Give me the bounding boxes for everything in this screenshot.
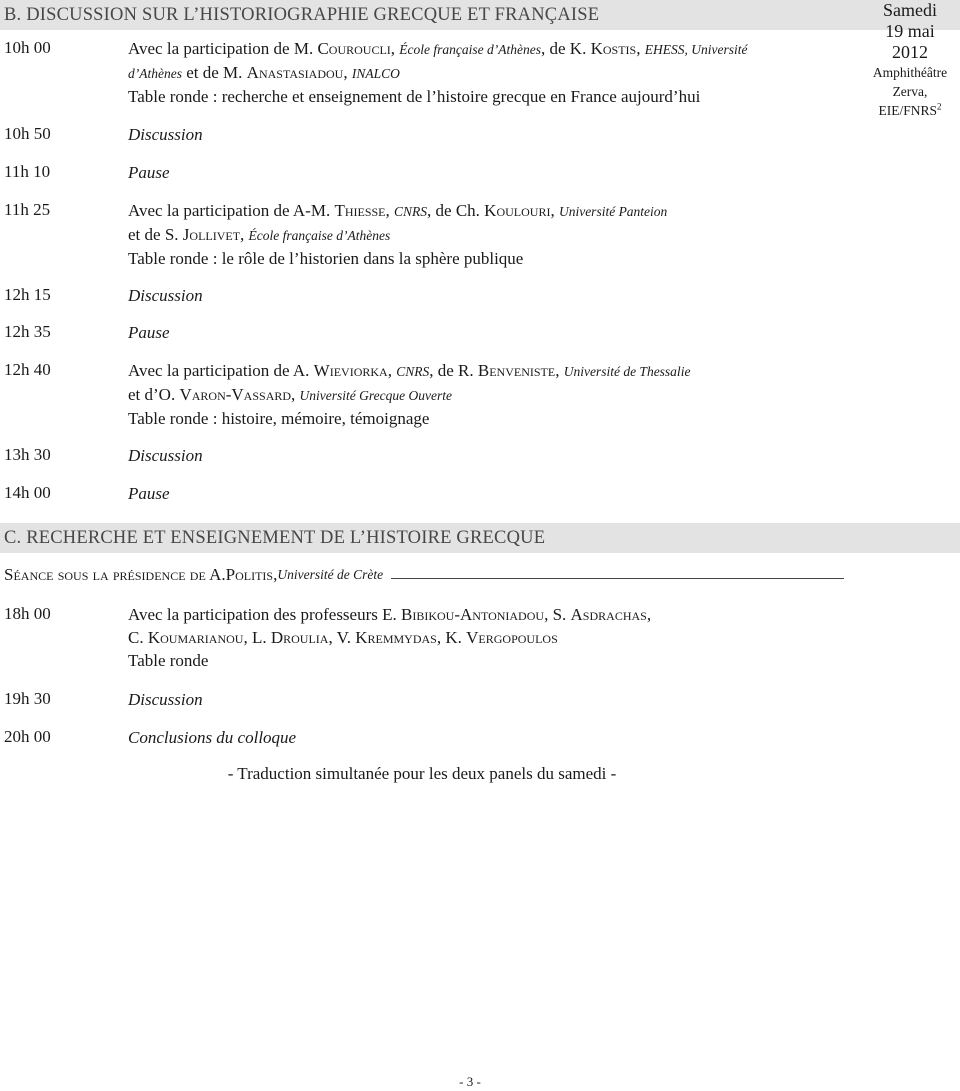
- affiliation: École française d’Athènes: [399, 42, 542, 57]
- chair-name: Politis: [225, 565, 274, 584]
- time-11h25: 11h 25: [4, 200, 51, 219]
- time-12h40: 12h 40: [4, 360, 51, 379]
- time-20h00: 20h 00: [4, 727, 51, 746]
- speaker-name: Koulouri: [484, 201, 551, 220]
- speaker-name: Wieviorka: [313, 361, 388, 380]
- text-span: et de M.: [181, 63, 247, 82]
- text-span: Avec la participation de A.: [128, 361, 314, 380]
- text-span: , V.: [328, 628, 356, 647]
- text-span: Avec la participation de M.: [128, 39, 318, 58]
- affiliation: Université de Thessalie: [563, 364, 691, 379]
- affiliation: INALCO: [351, 66, 400, 81]
- speaker-name: Anastasiadou: [246, 63, 344, 82]
- text-span: , L.: [243, 628, 271, 647]
- day-label: Samedi: [883, 0, 937, 20]
- affiliation: Université Panteion: [558, 204, 668, 219]
- affiliation: d’Athènes: [128, 66, 182, 81]
- text-span: , de Ch.: [427, 201, 485, 220]
- text-span: ,: [636, 39, 645, 58]
- text-span: , S.: [544, 605, 571, 624]
- speaker-name: Koumarianou: [147, 628, 244, 647]
- speaker-name: Droulia: [270, 628, 329, 647]
- text-span: Avec la participation des professeurs E.: [128, 605, 402, 624]
- chair-rule: [391, 578, 844, 579]
- affiliation: CNRS: [396, 364, 430, 379]
- time-19h30: 19h 30: [4, 689, 51, 708]
- participants-line-2: [128, 223, 667, 247]
- date-venue-box: [862, 0, 958, 120]
- text-span: et de S.: [128, 225, 183, 244]
- discussion-label: Discussion: [128, 125, 203, 144]
- speaker-name: Kremmydas: [355, 628, 437, 647]
- time-12h15: 12h 15: [4, 285, 51, 304]
- participants-line-2: [128, 61, 747, 85]
- session-title: Table ronde: [128, 651, 209, 670]
- affiliation: Université Grecque Ouverte: [299, 388, 452, 403]
- program-entry-3: [128, 359, 690, 430]
- page-number: - 3 -: [459, 1074, 481, 1089]
- text-span: , de K.: [541, 39, 591, 58]
- text-span: , de R.: [429, 361, 478, 380]
- translation-note: - Traduction simultanée pour les deux panels du samedi -: [227, 764, 617, 783]
- text-span: ,: [550, 201, 559, 220]
- text-span: Avec la participation de A-M.: [128, 201, 335, 220]
- time-13h30: 13h 30: [4, 445, 51, 464]
- affiliation: EHESS, Université: [644, 42, 748, 57]
- text-span: ,: [273, 565, 278, 584]
- pause-label: Pause: [128, 484, 170, 503]
- participants-line-1: [128, 359, 690, 383]
- text-span: ,: [240, 225, 249, 244]
- program-entry-1: [128, 37, 747, 108]
- pause-label: Pause: [128, 163, 170, 182]
- participants-line-1: [128, 199, 667, 223]
- venue-line-2: Zerva,: [892, 84, 928, 99]
- text-span: ,: [390, 39, 400, 58]
- speaker-name: Kostis: [590, 39, 637, 58]
- section-b-heading: [0, 0, 960, 30]
- time-10h50: 10h 50: [4, 124, 51, 143]
- program-entry-4: [128, 603, 651, 672]
- participants-line-2: [128, 383, 690, 407]
- time-11h10: 11h 10: [4, 162, 51, 181]
- discussion-label: Discussion: [128, 286, 203, 305]
- date-label: 19 mai: [885, 21, 935, 41]
- chair-affiliation: Université de Crète: [277, 567, 384, 582]
- section-c-title: C. RECHERCHE ET ENSEIGNEMENT DE L’HISTOIRE GRECQUE: [4, 528, 546, 548]
- conclusions-label: Conclusions du colloque: [128, 728, 297, 747]
- chair-prefix: Séance sous la présidence de A.: [4, 565, 226, 584]
- participants-line-1: [128, 37, 747, 61]
- speaker-name: Asdrachas: [570, 605, 647, 624]
- venue-line-1: Amphithéâtre: [872, 65, 948, 80]
- time-14h00: 14h 00: [4, 483, 51, 502]
- session-chair-line: [4, 564, 844, 586]
- session-title: Table ronde : le rôle de l’historien dans la sphère publique: [128, 249, 524, 268]
- speaker-name: Couroucli: [317, 39, 391, 58]
- participants-line-1: [128, 603, 651, 626]
- text-span: ,: [343, 63, 352, 82]
- text-span: et d’O.: [128, 385, 180, 404]
- venue-line-3: [862, 101, 958, 120]
- year-label: 2012: [892, 42, 928, 62]
- participants-line-2: [128, 626, 651, 649]
- text-span: ,: [646, 605, 652, 624]
- speaker-name: Benveniste: [477, 361, 556, 380]
- text-span: C.: [128, 628, 148, 647]
- text-span: ,: [555, 361, 564, 380]
- pause-label: Pause: [128, 323, 170, 342]
- text-span: ,: [387, 361, 397, 380]
- discussion-label: Discussion: [128, 690, 203, 709]
- program-entry-2: [128, 199, 667, 270]
- speaker-name: Varon-Vassard: [179, 385, 292, 404]
- section-c-heading: [0, 523, 960, 553]
- discussion-label: Discussion: [128, 446, 203, 465]
- section-b-title: B. DISCUSSION SUR L’HISTORIOGRAPHIE GRECQUE ET FRANÇAISE: [4, 5, 600, 25]
- speaker-name: Bibikou-Antoniadou: [401, 605, 545, 624]
- venue-name: EIE/FNRS: [878, 103, 937, 118]
- text-span: ,: [291, 385, 300, 404]
- session-title: Table ronde : recherche et enseignement de l’histoire grecque en France aujourd’hui: [128, 87, 701, 106]
- footnote-marker: 2: [937, 101, 942, 112]
- time-12h35: 12h 35: [4, 322, 51, 341]
- text-span: , K.: [436, 628, 467, 647]
- speaker-name: Vergopoulos: [466, 628, 558, 647]
- session-title: Table ronde : histoire, mémoire, témoignage: [128, 409, 430, 428]
- time-18h00: 18h 00: [4, 604, 51, 623]
- speaker-name: Thiesse: [334, 201, 386, 220]
- affiliation: École française d’Athènes: [248, 228, 391, 243]
- text-span: ,: [385, 201, 395, 220]
- affiliation: CNRS: [394, 204, 428, 219]
- time-10h00: 10h 00: [4, 38, 51, 57]
- speaker-name: Jollivet: [182, 225, 241, 244]
